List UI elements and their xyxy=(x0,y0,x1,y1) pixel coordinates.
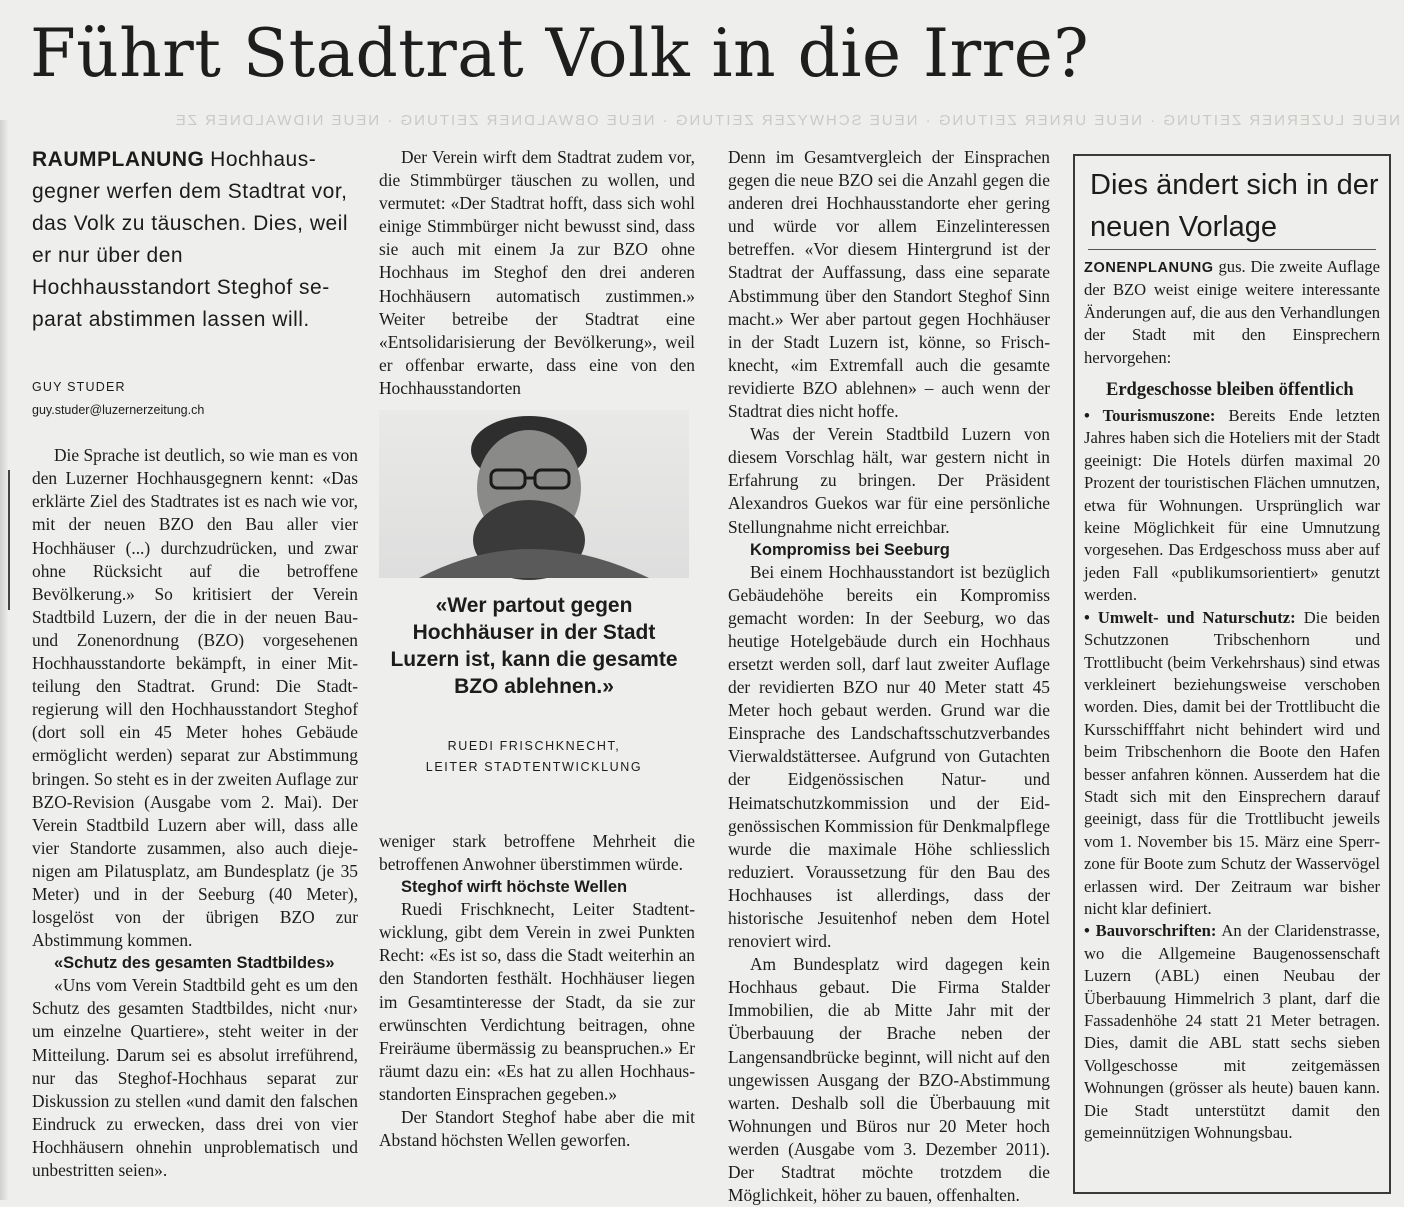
column-1 xyxy=(32,144,358,1182)
info-box-intro-text: gus. Die zweite Auflage der BZO weist einige weitere interessante Änderungen auf, die aus den Verhandlungen der Stadt mit den Einsprechern hervorgehen: xyxy=(1084,257,1380,367)
headline: Führt Stadtrat Volk in die Irre? xyxy=(30,15,1090,92)
info-box-item-text: Die beiden Schutzzonen Tribschenhorn und Trottlibucht (beim Verkehrshaus) sind etwas verkleinert beziehungsweise verschoben worden. Dies, damit bei der Trottlibucht die Kursschifffahrt nicht behindert wird und beim Tribschenhorn die Boote den Hafen besser anfahren können. Ausserdem hat die Stadt sich mit den Einsprechern darauf geeinigt, dass für die Trottlibucht jeweils vom 1. November bis 15. März eine Sperrzone für Boote zum Schutz der Wasservögel erlassen wird. Der Zeitraum war bisher nicht klar definiert. xyxy=(1084,607,1380,918)
col2-paragraph-1: Der Verein wirft dem Stadtrat zudem vor, die Stimmbürger täuschen zu wollen, und vermutet: «Der Stadtrat hofft, dass sich wohl einige Stimmbürger nicht bewusst sind, dass sie auch mit einem Ja zur BZO ohne Hochhaus im Steghof den drei anderen Hochhäusern automatisch zustimmen.» Weiter betreibe der Stadtrat eine «Entsolidarisierung der Bevölkerung», weil er offenbar erwarte, dass eine von den Hochhausstandorten xyxy=(379,147,695,398)
info-box-title: Dies ändert sich in der neuen Vorlage xyxy=(1090,169,1379,243)
column-margin-mark xyxy=(8,470,10,610)
col1-paragraph-1: Die Sprache ist deutlich, so wie man es von den Luzerner Hochhausgegnern kennt: «Das erklärte Ziel des Stadtrates ist es nach wie vor, mit der neuen BZO den Bau aller vier Hochhäuser (...) durchzudrücken, und zwar ohne Rücksicht auf die betroffene Bevölkerung.» So kritisiert der Verein Stadtbild Luzern, der die in der neuen Bau- und Zonenordnung (BZO) vorgesehenen Hochhausstandorte bekämpft, in einer Mitteilung den Stadtrat. Grund: Die Stadtregierung will den Hochhausstandort Steghof (dort soll ein 45 Meter hohes Gebäude ermöglicht werden) separat zur Abstimmung bringen. So steht es in der zweiten Auflage zur BZO-Revision (Ausgabe vom 2. Mai). Der Verein Stadtbild Luzern aber will, dass alle vier Standorte zusammen, also auch diejenigen am Pilatusplatz, am Bundesplatz (je 35 Meter) und in der Seeburg (40 Meter), losgelöst von der übrigen BZO zur Abstimmung kommen. xyxy=(32,445,358,951)
bleed-through-banner: NEUE LUZERNER ZEITUNG · NEUE URNER ZEITUNG · NEUE SCHWYZER ZEITUNG · NEUE OBWALDNER ZEITUNG · NEUE NIDWALDNER ZE xyxy=(173,112,1400,129)
col2-paragraph-4: Der Standort Steghof habe aber die mit Abstand höchsten Wellen geworfen. xyxy=(379,1107,695,1151)
pull-quote-source-role: LEITER STADTENTWICKLUNG xyxy=(425,760,643,774)
page-edge-shadow xyxy=(0,120,8,1200)
col2-paragraph-3: Ruedi Frischknecht, Leiter Stadtentwicklung, gibt dem Verein in zwei Punkten Recht: «Es ist so, dass die Stadt weiterhin an den Standorten festhält. Hochhäuser liegen im Gesamtinteresse der Stadt, da sie zur erwünschten Verdichtung beitragen, ohne Freiräume übermässig zu beanspruchen.» Er räumt dazu ein: «Es hat zu allen Hochhausstandorten Einsprachen gegeben.» xyxy=(379,899,695,1104)
col2-paragraph-2: weniger stark betroffene Mehrheit die betroffenen Anwohner überstimmen würde. xyxy=(379,831,695,875)
info-box-intro xyxy=(1084,256,1380,369)
pull-quote-source xyxy=(379,736,689,778)
byline-author: GUY STUDER xyxy=(32,380,126,394)
info-box-kicker: ZONENPLANUNG xyxy=(1084,260,1214,276)
pull-quote: «Wer partout gegen Hochhäuser in der Stadt Luzern ist, kann die gesamte BZO ablehnen.» xyxy=(390,594,678,698)
info-box-subhead: Erdgeschosse bleiben öffentlich xyxy=(1106,380,1354,401)
lead-kicker: RAUMPLANUNG xyxy=(32,148,205,171)
col2-subhead: Steghof wirft höchste Wellen xyxy=(401,878,628,897)
pull-quote-source-name: RUEDI FRISCHKNECHT, xyxy=(447,739,621,753)
lead-paragraph xyxy=(32,144,358,336)
info-box-item: • Bauvorschriften: An der Claridenstrasse, wo die Allgemeine Baugenossenschaft Luzern (ABL) einen Neubau der Überbauung Himmelrich 3 plant, darf die Fassadenhöhe 24 statt 21 Meter betragen. Dies, damit die ABL statt sechs sieben Vollgeschosse mit zeitgemässen Wohnungen (grösser als heute) bauen kann. Die Stadt unterstützt damit den gemeinnützigen Wohnungsbau. xyxy=(1084,921,1381,1143)
info-box-item: • Umwelt- und Naturschutz: Die beiden Schutzzonen Tribschenhorn und Trottlibucht (beim Verkehrshaus) sind etwas verkleinert beziehungsweise verschoben worden. Dies, damit bei der Trottlibucht die Kursschifffahrt nicht behindert wird und beim Tribschenhorn die Boote den Hafen besser anfahren können. Ausserdem hat die Stadt sich mit den Einsprechern darauf geeinigt, dass für die Trottlibucht jeweils vom 1. November bis 15. März eine Sperrzone für Boote zum Schutz der Wasservögel erlassen wird. Der Zeitraum war bisher nicht klar definiert. xyxy=(1084,607,1380,918)
col3-paragraph-3: Bei einem Hochhausstandort ist bezüglich Gebäudehöhe bereits ein Kompromiss gemacht worden: In der Seeburg, wo das heutige Hotelgebäude durch ein Hochhaus ersetzt werden soll, darf laut zweiter Auflage der revidierten BZO nur 40 Meter statt 45 Meter hoch gebaut werden. Grund war die Einsprache des Landschaftsschutzverbandes Vierwaldstättersee. Aufgrund von Gutachten der Eidgenössischen Natur- und Heimatschutzkommission und der Eidgenössischen Kommission für Denkmalpflege wurde die maximale Höhe schliesslich reduziert. Voraussetzung für den Bau des Hochhauses ist allerdings, dass der historische Jesuitenhof neben dem Hotel renoviert wird. xyxy=(728,561,1050,952)
col3-paragraph-2: Was der Verein Stadtbild Luzern von diesem Vorschlag hält, war gestern nicht in Erfahrung zu bringen. Der Präsident Alexandros Guekos war für eine persönliche Stellungnahme nicht erreichbar. xyxy=(728,424,1050,537)
info-box-item-text: Bereits Ende letzten Jahres haben sich die Hoteliers mit der Stadt geeinigt: Die Hotels dürfen maximal 20 Prozent der touristischen Flächen umnutzen, etwa für Wohnungen. Ursprünglich war keine Möglichkeit für eine Umnutzung vorgesehen. Das Erdgeschoss muss aber auf jeden Fall «publikumsorientiert» genutzt werden. xyxy=(1084,406,1380,605)
info-box-item-label: Bauvorschriften: xyxy=(1095,921,1217,941)
col3-subhead: Kompromiss bei Seeburg xyxy=(750,540,950,559)
col3-paragraph-4: Am Bundesplatz wird dagegen kein Hochhaus gebaut. Die Firma Stalder Immobilien, die ab Mitte Jahr mit der Überbauung der Brache neben der Langensandbrücke beginnt, will nicht auf den ungewissen Ausgang der BZO-Abstimmung warten. Deshalb soll die Überbauung mit Wohnungen und Büros nur 20 Meter hoch werden (Ausgabe vom 3. Dezember 2011). Der Stadtrat möchte trotzdem die Möglichkeit, höher zu bauen, offenhalten. xyxy=(728,954,1050,1206)
col1-subhead: «Schutz des gesamten Stadtbildes» xyxy=(54,954,335,973)
column-2 xyxy=(379,146,695,400)
byline-email[interactable]: guy.studer@luzernerzeitung.ch xyxy=(32,403,205,418)
col3-paragraph-1: Denn im Gesamtvergleich der Einsprachen gegen die neue BZO sei die Anzahl gegen die anderen drei Hochhausstandorte eher gering und würde vor allem Einzelinteressen betreffen. «Vor diesem Hintergrund ist der Stadtrat der Auffassung, dass eine separate Abstimmung über den Standort Steghof Sinn macht.» Wer aber partout gegen Hochhäuser in der Stadt Luzern ist, könne, so Frischknecht, «im Extremfall auch die gesamte revidierte BZO ablehnen» – auch wenn der Stadtrat dies nicht hoffe. xyxy=(728,147,1050,422)
lead-text: Hochhausgegner werfen dem Stadtrat vor, das Volk zu täuschen. Dies, weil er nur über den Hochhausstandort Steghof separat abstimmen lassen will. xyxy=(32,148,348,331)
info-box-item-label: Tourismuszone: xyxy=(1102,406,1216,426)
info-box-item: • Tourismuszone: Bereits Ende letzten Jahres haben sich die Hoteliers mit der Stadt geeinigt: Die Hotels dürfen maximal 20 Prozent der touristischen Flächen umnutzen, etwa für Wohnungen. Ursprünglich war keine Möglichkeit für eine Umnutzung vorgesehen. Das Erdgeschoss muss aber auf jeden Fall «publikumsorientiert» genutzt werden. xyxy=(1084,406,1380,605)
portrait-illustration xyxy=(379,410,689,578)
info-box-item-label: Umwelt- und Naturschutz: xyxy=(1097,607,1296,627)
column-3 xyxy=(728,146,1050,1207)
info-box-rule xyxy=(1088,249,1376,250)
col1-paragraph-2: «Uns vom Verein Stadtbild geht es um den Schutz des gesamten Stadtbildes, nicht ‹nur› um einzelne Quartiere», steht weiter in der Mitteilung. Darum sei es absolut irreführend, nur das Steghof-Hochhaus separat zur Diskussion zu stellen «und damit den falschen Eindruck zu erwecken, dass drei von vier Hochhäusern ohnehin unproblematisch und unbestritten seien». xyxy=(32,975,358,1180)
portrait-photo xyxy=(379,410,689,578)
info-box-body xyxy=(1084,256,1380,1144)
info-box-item-text: An der Claridenstrasse, wo die Allgemeine Baugenossenschaft Luzern (ABL) einen Neubau der Überbauung Himmelrich 3 plant, darf die Fassadenhöhe 24 statt 21 Meter betragen. Dies, damit die ABL statt sechs sieben Vollgeschosse mit zeitgemässen Wohnungen (grösser als heute) bauen kann. Die Stadt unterstützt damit den gemeinnützigen Wohnungsbau. xyxy=(1084,921,1381,1143)
column-2-lower xyxy=(379,830,695,1152)
